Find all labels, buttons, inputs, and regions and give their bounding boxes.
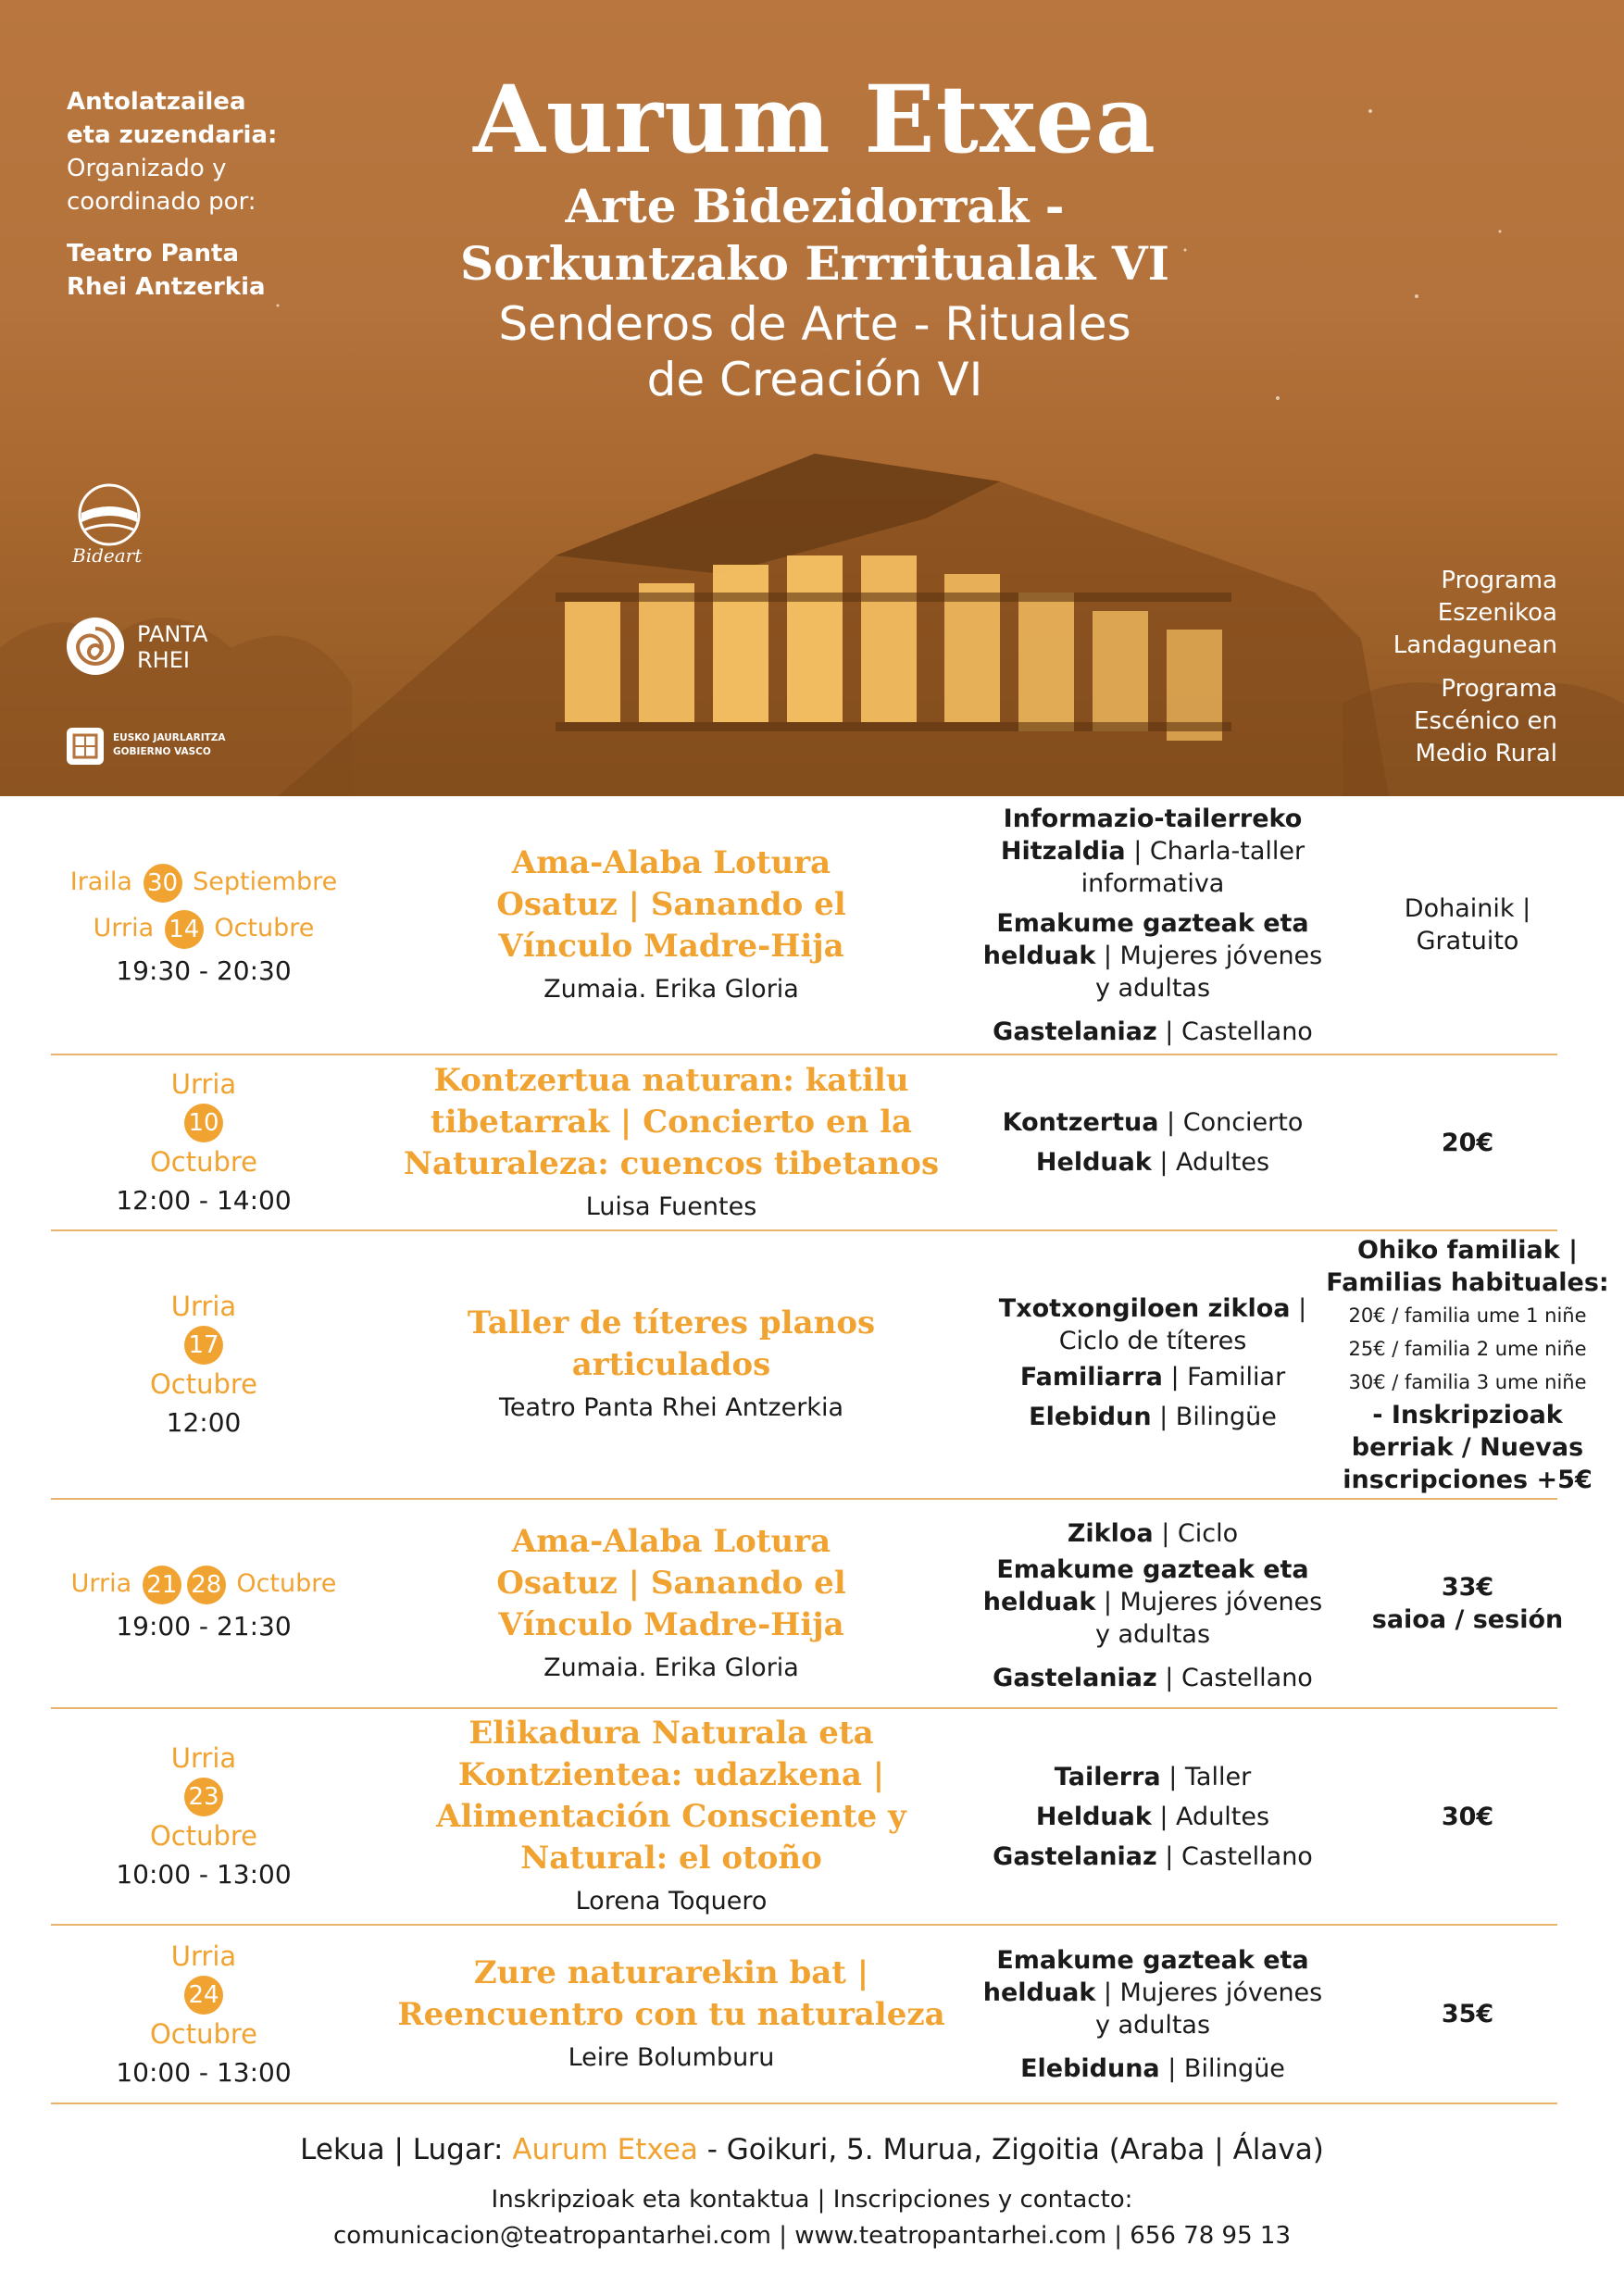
event-title-line: Reencuentro con tu naturaleza: [397, 1995, 945, 2033]
price-line: 20€ / familia ume 1 niñe: [1348, 1304, 1587, 1327]
event-title-line: Vínculo Madre-Hija: [498, 1605, 844, 1643]
month-es: Octubre: [214, 914, 315, 942]
price-line: saioa / sesión: [1371, 1605, 1564, 1634]
event-info: [926, 1231, 1380, 1498]
subtitle-es-line-2: de Creación VI: [646, 353, 983, 406]
header-banner: [0, 0, 1624, 796]
program-es-3: Medio Rural: [1415, 740, 1557, 767]
subtitle-es: [389, 296, 1241, 407]
price-heading: Familias habituales:: [1326, 1267, 1609, 1297]
subtitle-eu-line-1: Arte Bidezidorrak -: [565, 179, 1065, 233]
price-heading: Ohiko familiak |: [1357, 1235, 1578, 1265]
event-time: 12:00: [166, 1407, 242, 1438]
event-row: [51, 1500, 1564, 1709]
contact-label: Inskripzioak eta kontaktua | Inscripciones y contacto:: [491, 2186, 1133, 2214]
organizer-label-es-1: Organizado y: [67, 155, 227, 182]
event-date: [51, 1055, 356, 1229]
contact-details[interactable]: comunicacion@teatropantarhei.com | www.teatropantarhei.com | 656 78 95 13: [333, 2222, 1291, 2250]
organizer-name-1: Teatro Panta: [67, 240, 240, 268]
event-row: [51, 1926, 1557, 2104]
price-note: - Inskripzioak: [1372, 1400, 1563, 1429]
subtitle-es-line-1: Senderos de Arte - Rituales: [498, 297, 1131, 351]
organizer-label-eu-1: Antolatzailea: [67, 88, 246, 116]
event-title-line: Osatuz | Sanando el: [496, 885, 846, 923]
info-bold: Helduak: [1035, 1148, 1152, 1177]
title-block: [389, 65, 1241, 407]
info-regular: | Mujeres jóvenes: [1095, 941, 1323, 970]
event-title-line: Ama-Alaba Lotura: [511, 843, 831, 881]
price-note: inscripciones +5€: [1343, 1465, 1593, 1494]
program-es-1: Programa: [1441, 675, 1557, 703]
venue-address: - Goikuri, 5. Murua, Zigoitia (Araba | Álava): [697, 2133, 1324, 2166]
month-eu: Urria: [93, 914, 155, 942]
info-regular: Ciclo de títeres: [1058, 1327, 1247, 1355]
event-info: [926, 796, 1380, 1054]
info-regular: | Concierto: [1158, 1108, 1304, 1137]
info-bold: Kontzertua: [1002, 1108, 1159, 1137]
event-title: [404, 1060, 939, 1185]
event-title-cell: [356, 1926, 986, 2103]
event-person: Zumaia. Erika Gloria: [543, 974, 799, 1004]
event-title-cell: [356, 1709, 986, 1924]
day-badge: 28: [187, 1566, 226, 1604]
event-row: [51, 796, 1557, 1055]
event-title-line: Naturaleza: cuencos tibetanos: [403, 1144, 940, 1182]
info-bold: Gastelaniaz: [993, 1663, 1157, 1692]
event-title: [468, 1303, 875, 1386]
event-price: [1319, 1926, 1616, 2103]
event-person: Lorena Toquero: [575, 1887, 768, 1915]
event-time: 19:00 - 21:30: [116, 1611, 292, 1641]
info-bold: Emakume gazteak eta: [996, 1554, 1309, 1584]
month-eu: Urria: [170, 1742, 237, 1774]
month-es: Octubre: [149, 2017, 258, 2050]
info-bold: Elebiduna: [1020, 2053, 1160, 2083]
info-regular: informativa: [1081, 868, 1225, 898]
info-bold: helduak: [982, 1978, 1096, 2007]
month-eu: Urria: [170, 1291, 237, 1322]
price-line: 35€: [1441, 2000, 1494, 2028]
organizer-label-es-2: coordinado por:: [67, 188, 256, 216]
event-title-line: articulados: [571, 1346, 771, 1383]
event-time: 10:00 - 13:00: [116, 1859, 292, 1890]
month-es: Octubre: [149, 1368, 258, 1400]
program-eu-2: Eszenikoa: [1437, 599, 1557, 627]
event-date: [51, 1709, 356, 1924]
month-eu: Urria: [170, 1940, 237, 1972]
info-regular: | Bilingüe: [1151, 1403, 1277, 1431]
event-title: [397, 1953, 944, 2036]
info-regular: | Taller: [1160, 1762, 1252, 1791]
panta-logo-line-1: PANTA: [137, 621, 208, 647]
info-regular: y adultas: [1094, 1619, 1211, 1649]
event-info: [926, 1709, 1380, 1924]
event-row: [51, 1709, 1557, 1926]
event-date: [51, 1500, 356, 1707]
day-badge: 17: [184, 1326, 223, 1365]
price-line: 30€: [1441, 1802, 1494, 1831]
event-title-line: Natural: el otoño: [520, 1840, 822, 1877]
event-info: [926, 1055, 1380, 1229]
event-date: [51, 1926, 356, 2103]
info-regular: y adultas: [1094, 2010, 1211, 2040]
info-bold: Tailerra: [1054, 1762, 1161, 1791]
info-bold: Familiarra: [1019, 1363, 1163, 1391]
event-title-cell: [356, 1231, 986, 1498]
event-title-cell: [356, 1500, 986, 1707]
info-bold: Helduak: [1035, 1802, 1152, 1831]
organizer-label-eu-2: eta zuzendaria:: [67, 121, 278, 149]
event-price: [1319, 796, 1616, 1054]
info-regular: | Castellano: [1156, 1663, 1313, 1692]
info-regular: | Adultes: [1151, 1148, 1270, 1177]
location-label: Lekua | Lugar:: [300, 2133, 504, 2166]
organizer-name-2: Rhei Antzerkia: [67, 273, 266, 301]
info-regular: y adultas: [1094, 973, 1211, 1003]
event-row: [51, 1055, 1557, 1231]
info-bold: helduak: [982, 941, 1096, 970]
price-line: 30€ / familia 3 ume niñe: [1348, 1370, 1587, 1393]
info-bold: Gastelaniaz: [993, 1017, 1157, 1046]
location-line: [0, 2129, 1624, 2170]
info-bold: Informazio-tailerreko: [1003, 804, 1303, 833]
info-bold: Gastelaniaz: [993, 1841, 1157, 1871]
event-price: [1319, 1709, 1616, 1924]
event-time: 12:00 - 14:00: [116, 1185, 292, 1216]
program-eu-3: Landagunean: [1393, 631, 1557, 659]
info-regular: | Bilingüe: [1159, 2053, 1285, 2083]
price-line: 20€: [1441, 1128, 1494, 1157]
gov-logo-line-1: EUSKO JAURLARITZA: [113, 732, 226, 743]
event-title-line: tibetarrak | Concierto en la: [430, 1103, 913, 1141]
event-title-line: Kontzientea: udazkena |: [457, 1756, 885, 1793]
event-price: [1319, 1500, 1616, 1707]
event-title-line: Zure naturarekin bat |: [473, 1953, 869, 1991]
info-bold: Txotxongiloen zikloa: [998, 1294, 1291, 1323]
event-person: Leire Bolumburu: [568, 2042, 775, 2072]
event-title-line: Osatuz | Sanando el: [496, 1564, 846, 1602]
event-title: [496, 1521, 845, 1646]
price-note: berriak / Nuevas: [1351, 1432, 1584, 1462]
event-title-cell: [356, 1055, 986, 1229]
day-badge: 30: [144, 864, 182, 903]
event-date: [51, 796, 356, 1054]
bideart-logo-text: Bideart: [72, 544, 143, 567]
event-person: Zumaia. Erika Gloria: [543, 1653, 799, 1682]
price-line: Gratuito: [1416, 927, 1519, 955]
subtitle-eu: [389, 178, 1241, 293]
event-price: [1319, 1055, 1616, 1229]
month-es: Octubre: [149, 1146, 258, 1178]
month-es: Septiembre: [193, 867, 338, 896]
info-regular: | Mujeres jóvenes: [1095, 1587, 1323, 1616]
info-bold: Elebidun: [1029, 1403, 1152, 1431]
event-title-line: Vínculo Madre-Hija: [498, 927, 844, 965]
spiral-icon: [65, 616, 126, 677]
info-bold: Hitzaldia: [1000, 836, 1126, 866]
gov-logo-line-2: GOBIERNO VASCO: [113, 746, 211, 757]
event-price: [1319, 1231, 1616, 1498]
event-title-line: Kontzertua naturan: katilu: [433, 1061, 909, 1099]
event-title: [436, 1713, 906, 1879]
event-person: Luisa Fuentes: [585, 1192, 757, 1221]
info-regular: | Mujeres jóvenes: [1095, 1978, 1323, 2007]
panta-rhei-logo: [65, 616, 241, 680]
month-es: Octubre: [236, 1569, 337, 1598]
event-date: [51, 1231, 356, 1498]
info-bold: helduak: [982, 1587, 1096, 1616]
info-regular: |: [1290, 1294, 1307, 1323]
month-eu: Iraila: [69, 867, 132, 896]
organizer-block: [67, 85, 289, 304]
info-regular: | Charla-taller: [1125, 836, 1305, 866]
venue-name: Aurum Etxea: [512, 2133, 698, 2166]
event-title-line: Ama-Alaba Lotura: [511, 1522, 831, 1560]
info-regular: | Adultes: [1151, 1802, 1270, 1831]
program-type-block: [1317, 565, 1557, 770]
info-bold: Emakume gazteak eta: [996, 1945, 1309, 1975]
eusko-jaurlaritza-logo: [65, 726, 287, 767]
footer: [0, 2129, 1624, 2253]
event-info: [926, 1926, 1380, 2103]
event-info: [926, 1500, 1380, 1707]
event-title-line: Alimentación Consciente y: [436, 1798, 906, 1835]
program-es-2: Escénico en: [1414, 707, 1557, 735]
price-line: Dohainik |: [1404, 894, 1531, 923]
info-regular: | Castellano: [1156, 1017, 1313, 1046]
price-line: 33€: [1441, 1573, 1494, 1602]
price-line: 25€ / familia 2 ume niñe: [1348, 1337, 1587, 1360]
event-title: [496, 842, 845, 967]
panta-logo-line-2: RHEI: [137, 647, 190, 673]
government-crest-icon: [65, 726, 106, 767]
info-regular: | Ciclo: [1153, 1518, 1239, 1548]
day-badge: 21: [143, 1566, 181, 1604]
event-title-line: Elikadura Naturala eta: [468, 1715, 874, 1752]
event-row: [51, 1231, 1609, 1500]
page-title: Aurum Etxea: [473, 65, 1156, 174]
event-person: Teatro Panta Rhei Antzerkia: [498, 1393, 843, 1422]
day-badge: 10: [184, 1104, 223, 1142]
day-badge: 23: [184, 1778, 223, 1816]
month-es: Octubre: [149, 1820, 258, 1852]
info-regular: | Castellano: [1156, 1841, 1313, 1871]
month-eu: Urria: [70, 1569, 132, 1598]
month-eu: Urria: [170, 1068, 237, 1100]
event-title-line: Taller de títeres planos: [467, 1304, 876, 1341]
day-badge: 14: [165, 910, 204, 949]
program-eu-1: Programa: [1441, 567, 1557, 594]
info-bold: Zikloa: [1067, 1518, 1154, 1548]
event-time: 10:00 - 13:00: [116, 2056, 292, 2088]
subtitle-eu-line-2: Sorkuntzako Errritualak VI: [459, 236, 1170, 291]
event-time: 19:30 - 20:30: [116, 955, 292, 986]
info-bold: Emakume gazteak eta: [996, 908, 1309, 938]
day-badge: 24: [184, 1976, 223, 2015]
event-title-cell: [356, 796, 986, 1054]
info-regular: | Familiar: [1162, 1363, 1286, 1391]
